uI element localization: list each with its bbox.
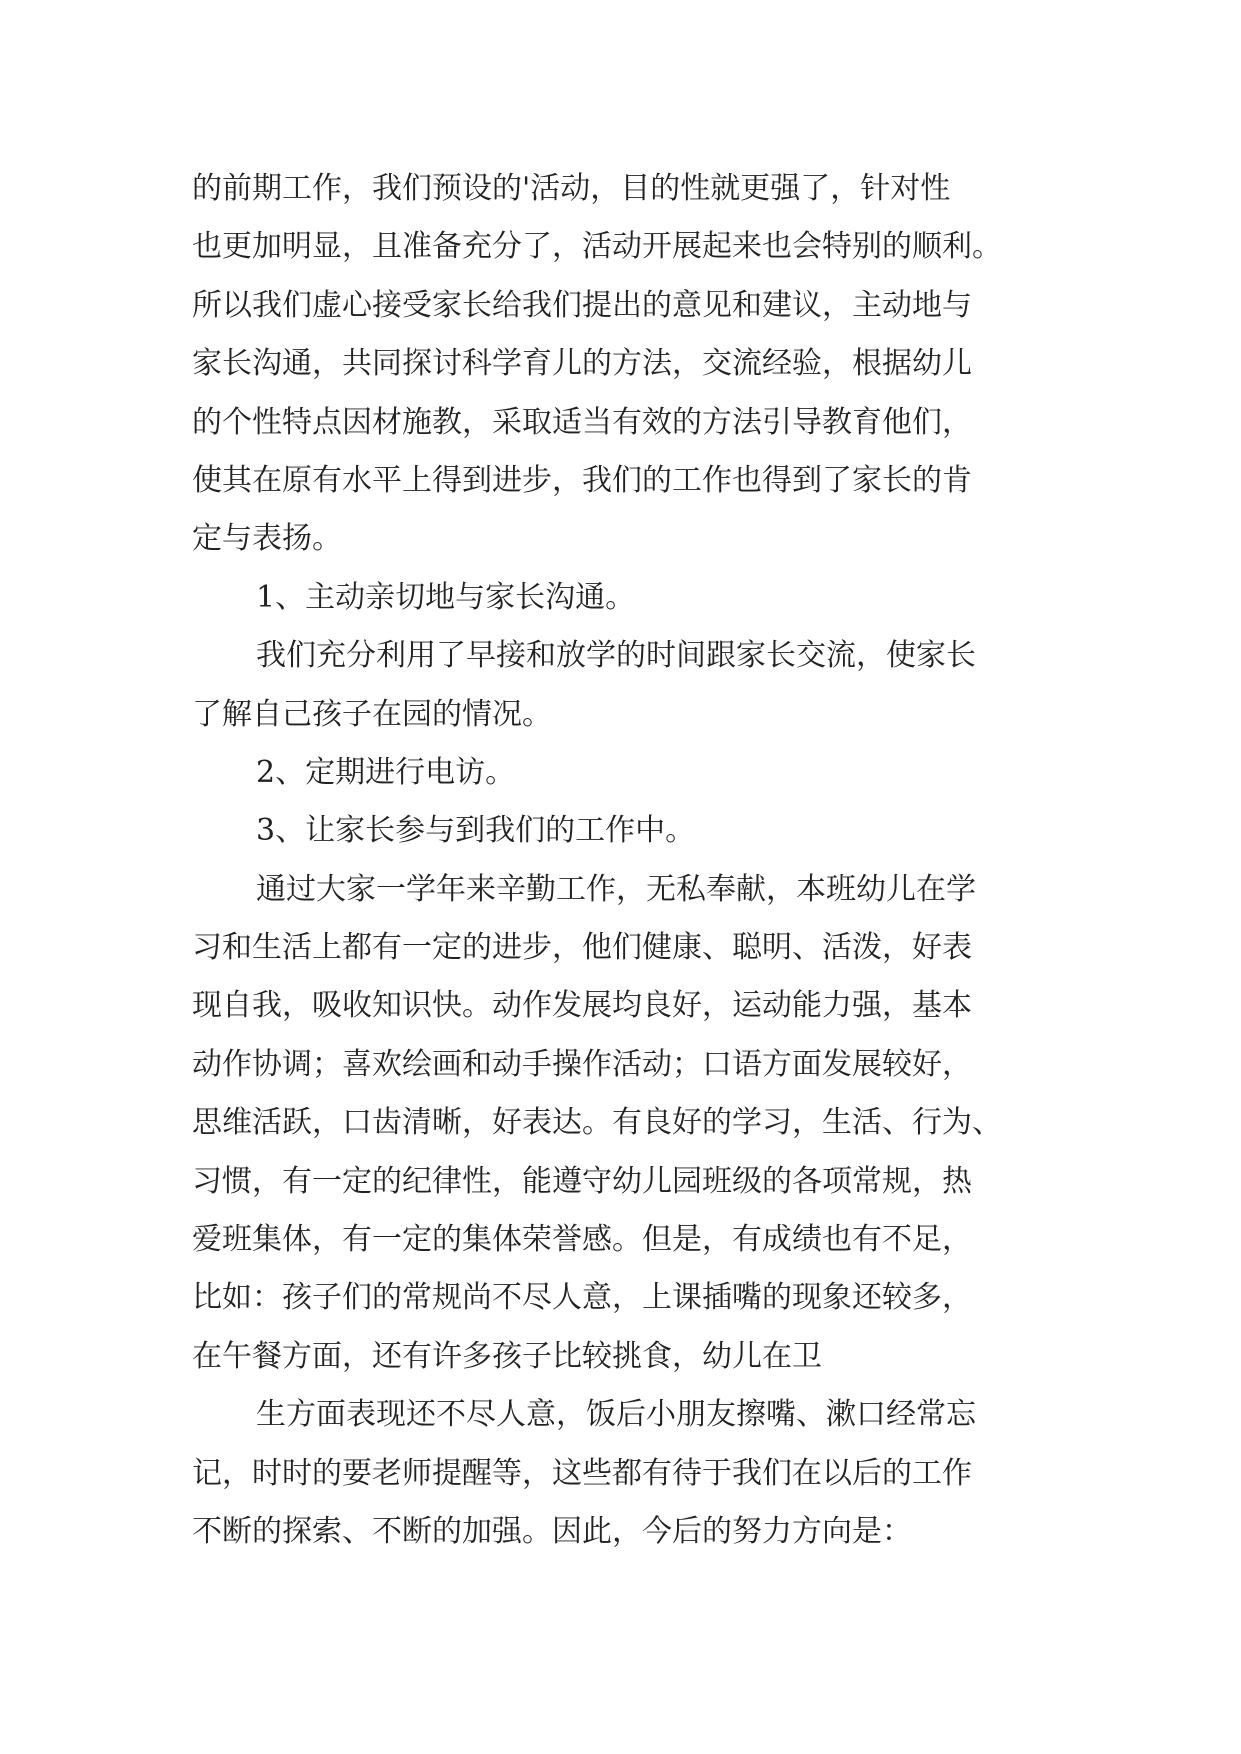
text-line: 了解自己孩子在园的情况。 bbox=[192, 696, 552, 732]
text-line: 在午餐方面，还有许多孩子比较挑食，幼儿在卫 bbox=[192, 1338, 822, 1374]
text-line: 爱班集体，有一定的集体荣誉感。但是，有成绩也有不足， bbox=[192, 1222, 972, 1258]
text-line: 习和生活上都有一定的进步，他们健康、聪明、活泼，好表 bbox=[192, 930, 972, 966]
text-line: 也更加明显，且准备充分了，活动开展起来也会特别的顺利。 bbox=[192, 229, 1002, 265]
text-line: 思维活跃，口齿清晰，好表达。有良好的学习，生活、行为、 bbox=[192, 1105, 1002, 1141]
text-line: 我们充分利用了早接和放学的时间跟家长交流，使家长 bbox=[256, 638, 976, 674]
text-line: 3、让家长参与到我们的工作中。 bbox=[256, 813, 696, 849]
text-line: 定与表扬。 bbox=[192, 521, 342, 557]
text-line: 2、定期进行电访。 bbox=[256, 754, 516, 790]
text-line: 的个性特点因材施教，采取适当有效的方法引导教育他们， bbox=[192, 404, 972, 440]
text-line: 比如：孩子们的常规尚不尽人意，上课插嘴的现象还较多， bbox=[192, 1280, 972, 1316]
text-line: 记，时时的要老师提醒等，这些都有待于我们在以后的工作 bbox=[192, 1455, 972, 1491]
text-line: 不断的探索、不断的加强。因此，今后的努力方向是： bbox=[192, 1513, 912, 1549]
text-line: 动作协调；喜欢绘画和动手操作活动；口语方面发展较好， bbox=[192, 1046, 972, 1082]
text-line: 家长沟通，共同探讨科学育儿的方法，交流经验，根据幼儿 bbox=[192, 346, 972, 382]
text-line: 的前期工作，我们预设的'活动，目的性就更强了，针对性 bbox=[192, 171, 951, 206]
text-line: 生方面表现还不尽人意，饭后小朋友擦嘴、漱口经常忘 bbox=[256, 1397, 976, 1433]
text-line: 使其在原有水平上得到进步，我们的工作也得到了家长的肯 bbox=[192, 462, 972, 498]
text-line: 1、主动亲切地与家长沟通。 bbox=[256, 579, 636, 615]
text-line: 习惯，有一定的纪律性，能遵守幼儿园班级的各项常规，热 bbox=[192, 1163, 972, 1199]
text-line: 所以我们虚心接受家长给我们提出的意见和建议，主动地与 bbox=[192, 287, 972, 323]
body-text bbox=[192, 160, 1062, 1561]
text-line: 现自我，吸收知识快。动作发展均良好，运动能力强，基本 bbox=[192, 988, 972, 1024]
text-line: 通过大家一学年来辛勤工作，无私奉献，本班幼儿在学 bbox=[256, 871, 976, 907]
